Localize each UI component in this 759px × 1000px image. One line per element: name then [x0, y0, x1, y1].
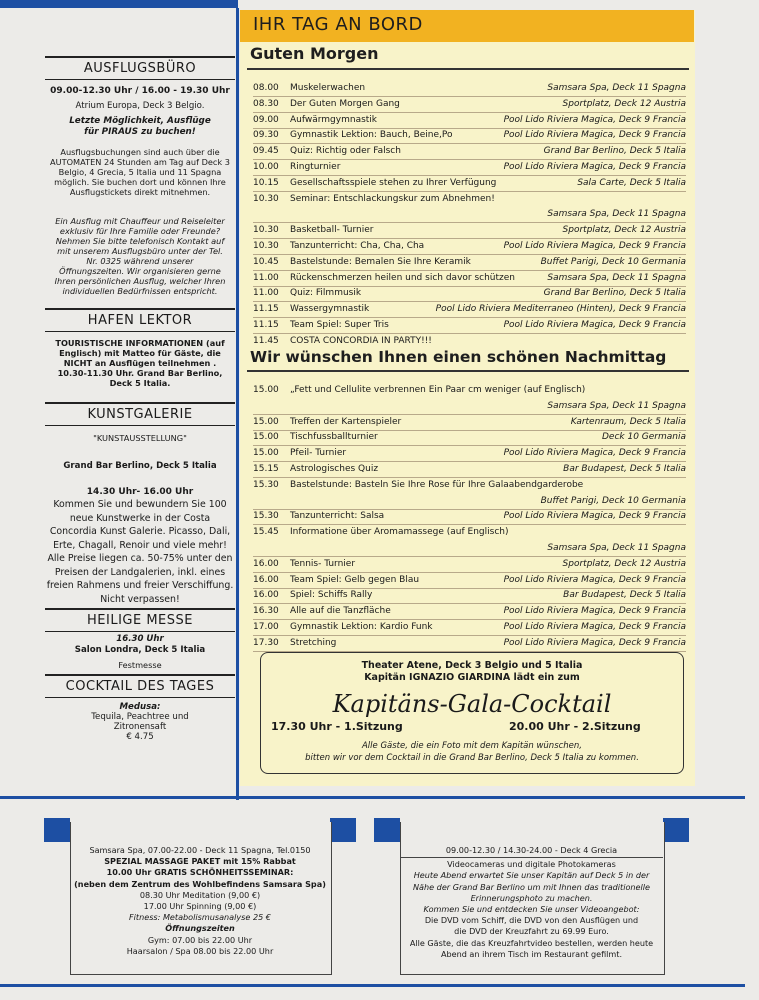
afternoon-row [253, 493, 686, 510]
afternoon-row [253, 556, 686, 573]
morning-row [253, 159, 686, 176]
beauty-line: 08.30 Uhr Meditation (9,00 €) [139, 889, 261, 900]
event-time: 15.15 [253, 464, 279, 474]
morning-row [253, 222, 686, 239]
cocktail-ingredients: Tequila, Peachtree und Zitronensaft [91, 712, 189, 732]
photo-line: Erinnerungsphoto zu machen. [470, 892, 593, 903]
afternoon-row [253, 429, 686, 446]
event-location: Buffet Parigi, Deck 10 Germania [540, 256, 686, 267]
event-name: Astrologisches Quiz [290, 464, 379, 474]
event-location: Samsara Spa, Deck 11 Spagna [547, 272, 686, 283]
event-location: Samsara Spa, Deck 11 Spagna [547, 543, 686, 553]
event-time: 15.45 [253, 527, 279, 538]
event-time: 09.00 [253, 114, 279, 125]
event-name: Basketball- Turnier [290, 225, 374, 236]
beauty-line: 17.00 Uhr Spinning (9,00 €) [143, 901, 257, 912]
beauty-line: Samsara Spa, 07.00-22.00 - Deck 11 Spagna, Tel.0150 [89, 845, 311, 855]
event-time: 16.00 [253, 590, 279, 601]
kunst-time: 14.30 Uhr- 16.00 Uhr [86, 487, 194, 497]
event-location: Pool Lido Riviera Magica, Deck 9 Francia [503, 637, 686, 648]
event-name: Der Guten Morgen Gang [290, 98, 400, 109]
morning-row [253, 112, 686, 129]
afternoon-row [253, 619, 686, 636]
cocktail-heading: COCKTAIL DES TAGES [45, 674, 235, 698]
event-time: 16.30 [253, 606, 279, 617]
event-name: „Fett und Cellulite verbrennen Ein Paar cm weniger (auf Englisch) [290, 385, 586, 395]
ausflug-text-1: Ausflugsbuchungen sind auch über die AUTOMATEN 24 Stunden am Tag auf Deck 3 Belgio, 4 Grecia, 5 Italia und 11 Spagna möglich. Sie buchen dort und können Ihre Ausflugstickets direkt mitnehmen. [50, 147, 230, 197]
event-time: 11.00 [253, 288, 279, 299]
morning-row [253, 317, 686, 334]
messe-note: Festmesse [118, 660, 162, 670]
event-location: Pool Lido Riviera Magica, Deck 9 Francia [503, 114, 686, 125]
event-location: Pool Lido Riviera Mediterraneo (Hinten), Deck 9 Francia [435, 304, 686, 315]
event-location: Pool Lido Riviera Magica, Deck 9 Francia [503, 162, 686, 172]
event-location: Samsara Spa, Deck 11 Spagna [547, 83, 686, 93]
beauty-line: Haarsalon / Spa 08.00 bis 22.00 Uhr [126, 945, 274, 956]
event-name: Quiz: Richtig oder Falsch [290, 146, 401, 157]
kunst-text: Kommen Sie und bewundern Sie 100 neue Kunstwerke in der Costa Concordia Kunst Galerie. Picasso, Dali, Erte, Chagall, Renoir und viele mehr! Alle Preise liegen ca. 50-75% unter den Preisen der Landgalerien, inkl. eines freien Rahmens und freier Verschiffung. [46, 499, 234, 591]
afternoon-row [253, 603, 686, 620]
event-name: Alle auf die Tanzfläche [290, 606, 391, 617]
photo-line: Die DVD vom Schiff, die DVD von den Ausflügen und [424, 915, 639, 926]
event-time: 16.00 [253, 574, 279, 585]
morning-row [253, 191, 686, 207]
left-column-divider [236, 8, 239, 800]
event-time: 17.30 [253, 637, 279, 648]
event-name: Tischfussballturnier [290, 432, 378, 443]
event-time: 15.00 [253, 416, 279, 427]
top-left-bar [0, 0, 238, 8]
event-time: 15.00 [253, 385, 279, 395]
event-time: 11.15 [253, 320, 279, 330]
event-name: Tanzunterricht: Salsa [290, 511, 385, 522]
photo-divider [400, 857, 663, 858]
event-name: Wassergymnastik [290, 304, 370, 315]
ausflug-location: Atrium Europa, Deck 3 Belgio. [75, 101, 205, 111]
event-location: Buffet Parigi, Deck 10 Germania [540, 495, 686, 506]
event-time: 15.00 [253, 432, 279, 443]
event-name: Tennis- Turnier [290, 558, 356, 569]
event-location: Pool Lido Riviera Magica, Deck 9 Francia [503, 448, 686, 459]
morning-row [253, 175, 686, 192]
event-time: 15.30 [253, 511, 279, 522]
beauty-line: SPEZIAL MASSAGE PAKET mit 15% Rabbat [104, 856, 296, 867]
afternoon-row [253, 587, 686, 604]
gala-line-1: Theater Atene, Deck 3 Belgio und 5 Italia [361, 660, 583, 671]
photo-line: Alle Gäste, die das Kreuzfahrtvideo bestellen, werden heute [409, 937, 654, 948]
event-location: Pool Lido Riviera Magica, Deck 9 Francia [503, 511, 686, 522]
event-location: Pool Lido Riviera Magica, Deck 9 Francia [503, 320, 686, 330]
hafen-heading: HAFEN LEKTOR [45, 308, 235, 332]
photo-line: Heute Abend erwartet Sie unser Kapitän auf Deck 5 in der [413, 870, 650, 881]
morning-row [253, 206, 686, 223]
event-name: Rückenschmerzen heilen und sich davor schützen [290, 272, 515, 283]
event-name: Quiz: Filmmusik [290, 288, 362, 299]
event-name: Bastelstunde: Basteln Sie Ihre Rose für Ihre Galaabendgarderobe [290, 479, 584, 490]
event-name: Informatione über Aromamassege (auf Englisch) [290, 527, 509, 538]
event-name: Tanzunterricht: Cha, Cha, Cha [290, 241, 425, 251]
ausflug-text-2: Ein Ausflug mit Chauffeur und Reiseleiter exklusiv für Ihre Familie oder Freunde? Nehmen Sie bitte telefonisch Kontakt auf mit unserem Ausflugsbüro unter der Tel. Nr. 0325 während unserer Öffnungszeiten. Wir organisieren gerne Ihren persönlichen Ausflug, welcher Ihren individuellen Bedürfnissen entspricht. [54, 216, 226, 296]
event-time: 09.30 [253, 130, 279, 141]
beauty-line: (neben dem Zentrum des Wohlbefindens Samsara Spa) [74, 878, 326, 889]
photo-line: Nähe der Grand Bar Berlino um mit Ihnen das traditionelle [412, 881, 651, 892]
afternoon-underline [247, 370, 689, 372]
messe-heading: HEILIGE MESSE [45, 608, 235, 632]
event-location: Grand Bar Berlino, Deck 5 Italia [543, 146, 686, 157]
event-location: Pool Lido Riviera Magica, Deck 9 Francia [503, 130, 686, 141]
event-time: 08.00 [253, 83, 279, 93]
photo-corner-right [663, 818, 689, 842]
event-name: Pfeil- Turnier [290, 448, 347, 459]
event-location: Pool Lido Riviera Magica, Deck 9 Francia [503, 574, 686, 585]
morning-row [253, 333, 686, 349]
event-time: 10.15 [253, 177, 279, 188]
event-time: 15.00 [253, 448, 279, 459]
morning-row [253, 270, 686, 287]
beauty-corner-left [44, 818, 70, 842]
morning-row [253, 127, 686, 144]
event-location: Sportplatz, Deck 12 Austria [562, 558, 686, 569]
photo-line: Kommen Sie und entdecken Sie unser Videoangebot: [423, 904, 640, 915]
beauty-line: Öffnungszeiten [165, 923, 235, 934]
event-name: Seminar: Entschlackungskur zum Abnehmen! [290, 193, 495, 204]
afternoon-heading: Wir wünschen Ihnen einen schönen Nachmittag [250, 348, 667, 366]
event-name: Treffen der Kartenspieler [290, 416, 402, 427]
event-name: Muskelerwachen [290, 83, 366, 93]
schedule-title-bar [240, 10, 694, 42]
beauty-line: Fitness: Metabolismusanalyse 25 € [129, 912, 271, 923]
afternoon-row [253, 635, 686, 652]
gala-note-2: bitten wir vor dem Cocktail in die Grand Bar Berlino, Deck 5 Italia zu kommen. [305, 753, 639, 763]
left-column [45, 48, 235, 742]
event-name: Gesellschaftsspiele stehen zu Ihrer Verfügung [290, 177, 497, 188]
morning-row [253, 96, 686, 113]
gala-times [261, 720, 683, 736]
event-time: 10.45 [253, 256, 279, 267]
gala-first-session: 17.30 Uhr - 1.Sitzung [271, 720, 403, 733]
ausflug-last-chance: Letzte Möglichkeit, Ausflüge für PIRAUS zu buchen! [69, 116, 211, 137]
hafen-text: TOURISTISCHE INFORMATIONEN (auf Englisch) mit Matteo für Gäste, die NICHT an Ausflügen teilnehmen . 10.30-11.30 Uhr. Grand Bar Berlino, Deck 5 Italia. [55, 338, 225, 388]
beauty-corner-right [330, 818, 356, 842]
event-location: Bar Budapest, Deck 5 Italia [563, 590, 686, 601]
event-time: 17.00 [253, 622, 279, 632]
event-name: Team Spiel: Super Tris [290, 320, 389, 330]
event-location: Pool Lido Riviera Magica, Deck 9 Francia [503, 241, 686, 251]
photo-line: Abend an ihrem Tisch im Restaurant gefilmt. [440, 948, 623, 959]
messe-time: 16.30 Uhr [116, 634, 164, 644]
event-location: Sportplatz, Deck 12 Austria [562, 98, 686, 109]
afternoon-row [253, 445, 686, 462]
ausflug-heading: AUSFLUGSBÜRO [45, 56, 235, 80]
cocktail-name: Medusa: [119, 702, 161, 712]
photo-content [400, 845, 663, 960]
event-time: 09.45 [253, 146, 279, 157]
event-time: 15.30 [253, 479, 279, 490]
morning-row [253, 80, 686, 97]
schedule-title: IHR TAG AN BORD [253, 14, 423, 35]
morning-row [253, 254, 686, 271]
morning-row [253, 143, 686, 160]
event-name: Gymnastik Lektion: Kardio Funk [290, 622, 433, 632]
gala-cocktail-box [260, 652, 684, 774]
footer-bar [0, 984, 745, 987]
event-location: Bar Budapest, Deck 5 Italia [563, 464, 686, 474]
event-location: Pool Lido Riviera Magica, Deck 9 Francia [503, 622, 686, 632]
afternoon-row [253, 540, 686, 557]
event-name: Spiel: Schiffs Rally [290, 590, 373, 601]
afternoon-row [253, 382, 686, 398]
event-location: Deck 10 Germania [601, 432, 686, 443]
event-name: COSTA CONCORDIA IN PARTY!!! [290, 335, 432, 346]
event-name: Gymnastik Lektion: Bauch, Beine,Po [290, 130, 453, 141]
afternoon-row [253, 508, 686, 525]
ausflug-hours: 09.00-12.30 Uhr / 16.00 - 19.30 Uhr [50, 86, 230, 96]
morning-row [253, 285, 686, 302]
event-time: 16.00 [253, 558, 279, 569]
afternoon-row [253, 461, 686, 478]
photo-hours: 09.00-12.30 / 14.30-24.00 - Deck 4 Grecia [445, 845, 618, 855]
kunst-subtitle: "KUNSTAUSSTELLUNG" [93, 433, 187, 443]
kunst-heading: KUNSTGALERIE [45, 402, 235, 426]
beauty-line: Gym: 07.00 bis 22.00 Uhr [147, 934, 253, 945]
event-name: Team Spiel: Gelb gegen Blau [290, 574, 420, 585]
afternoon-row [253, 414, 686, 431]
event-location: Samsara Spa, Deck 11 Spagna [547, 209, 686, 220]
gala-second-session: 20.00 Uhr - 2.Sitzung [509, 720, 641, 733]
beauty-content [70, 845, 330, 957]
photo-line: die DVD der Kreuzfahrt zu 69.99 Euro. [454, 926, 609, 937]
morning-row [253, 301, 686, 318]
photo-corner-left [374, 818, 400, 842]
afternoon-row [253, 398, 686, 415]
event-time: 11.00 [253, 272, 279, 283]
morning-heading: Guten Morgen [250, 44, 379, 63]
kunst-location: Grand Bar Berlino, Deck 5 Italia [63, 461, 217, 471]
gala-line-2: Kapitän IGNAZIO GIARDINA lädt ein zum [364, 672, 580, 683]
photo-line: Videocameras und digitale Photokameras [447, 859, 616, 870]
event-location: Kartenraum, Deck 5 Italia [570, 416, 686, 427]
event-name: Bastelstunde: Bemalen Sie Ihre Keramik [290, 256, 471, 267]
gala-script-title: Kapitäns-Gala-Cocktail [332, 690, 612, 718]
afternoon-row [253, 477, 686, 493]
event-location: Grand Bar Berlino, Deck 5 Italia [543, 288, 686, 299]
event-name: Ringturnier [290, 162, 341, 172]
bottom-divider [0, 796, 745, 799]
event-time: 10.30 [253, 225, 279, 236]
cocktail-price: € 4.75 [126, 732, 154, 742]
morning-underline [247, 68, 689, 70]
event-location: Samsara Spa, Deck 11 Spagna [547, 400, 686, 411]
kunst-closing: Nicht verpassen! [100, 593, 180, 605]
morning-row [253, 238, 686, 255]
beauty-line: 10.00 Uhr GRATIS SCHÖNHEITSSEMINAR: [106, 867, 294, 878]
afternoon-row [253, 572, 686, 589]
event-name: Aufwärmgymnastik [290, 114, 378, 125]
event-time: 10.00 [253, 162, 279, 172]
event-time: 11.45 [253, 335, 279, 346]
messe-location: Salon Londra, Deck 5 Italia [74, 645, 206, 655]
event-time: 10.30 [253, 193, 279, 204]
event-time: 08.30 [253, 98, 279, 109]
event-name: Stretching [290, 637, 337, 648]
gala-note-1: Alle Gäste, die ein Foto mit dem Kapitän wünschen, [361, 741, 583, 751]
event-location: Sala Carte, Deck 5 Italia [577, 177, 686, 188]
event-location: Pool Lido Riviera Magica, Deck 9 Francia [503, 606, 686, 617]
event-location: Sportplatz, Deck 12 Austria [562, 225, 686, 236]
afternoon-row [253, 524, 686, 540]
event-time: 10.30 [253, 241, 279, 251]
event-time: 11.15 [253, 304, 279, 315]
